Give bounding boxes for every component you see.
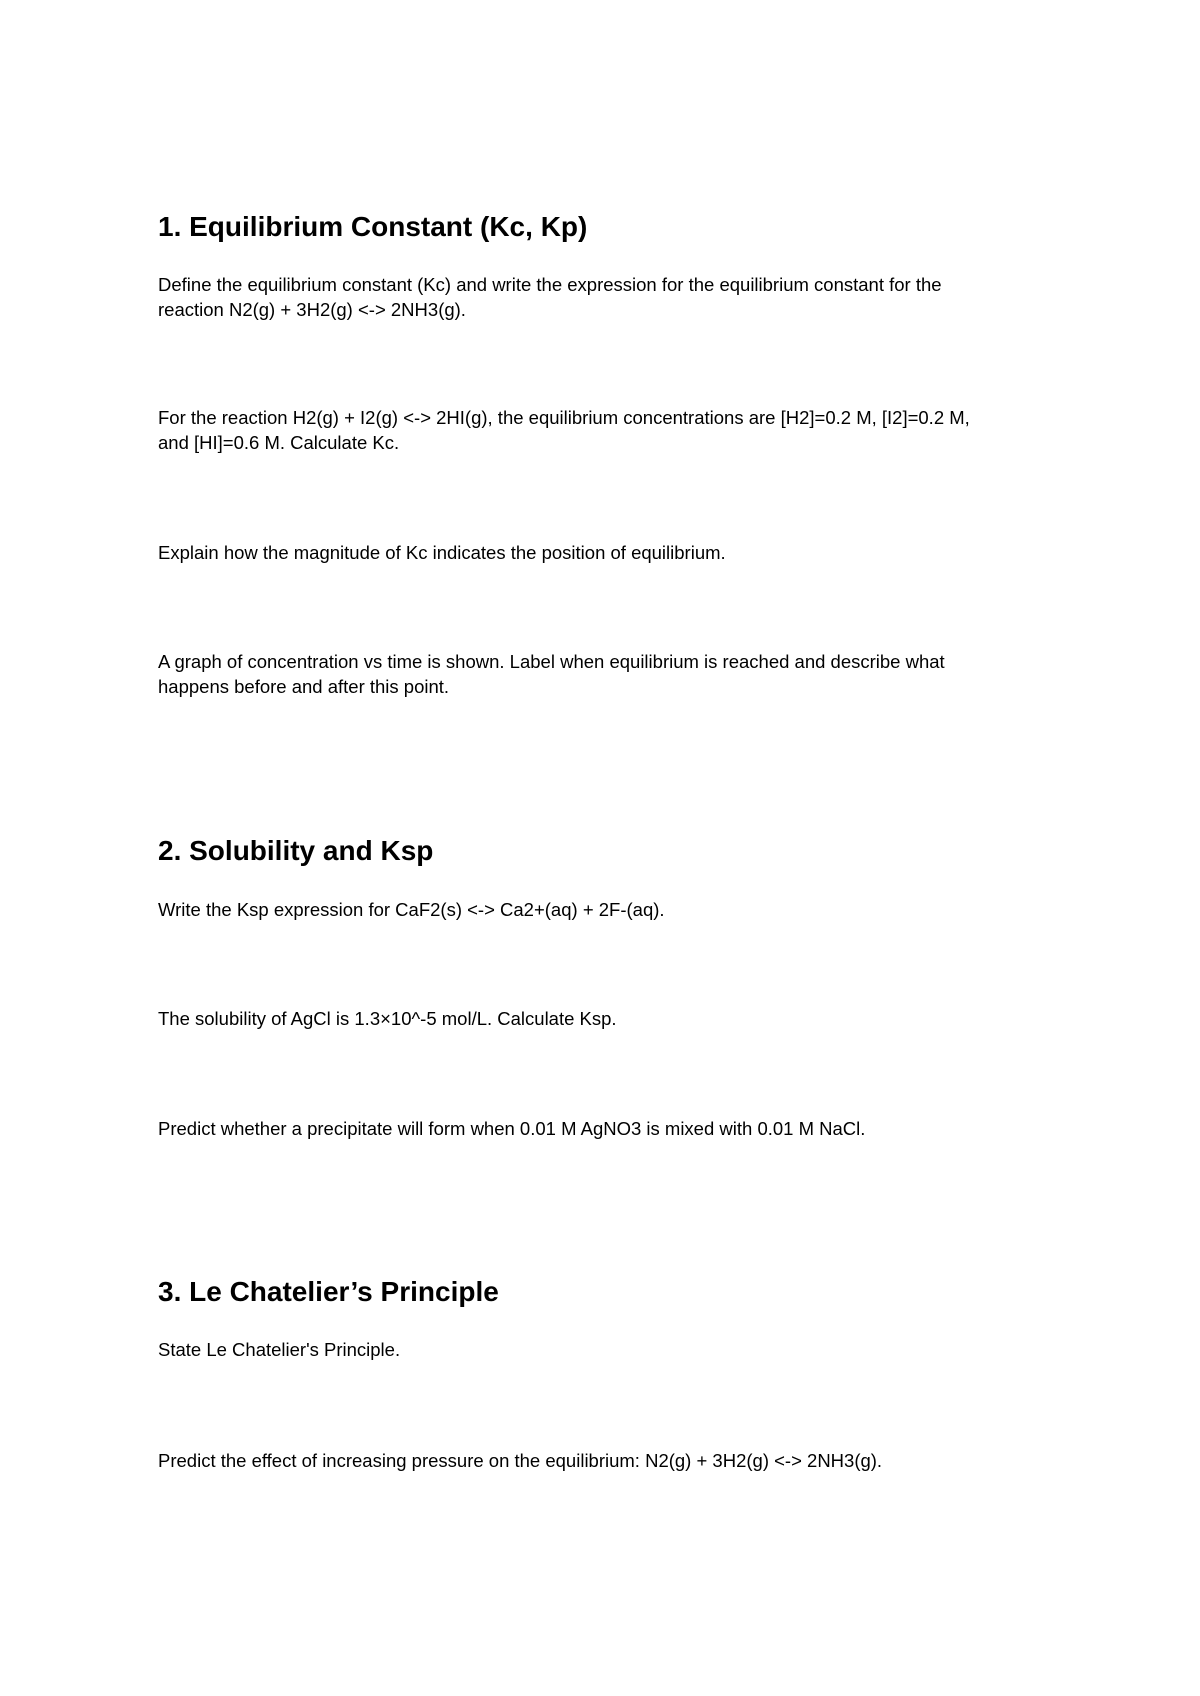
question-pressure-effect [158, 1448, 1058, 1473]
question-line: and [HI]=0.6 M. Calculate Kc. [158, 432, 400, 453]
question-line: Write the Ksp expression for CaF2(s) <-> Ca2+(aq) + 2F-(aq). [158, 899, 665, 920]
question-line: For the reaction H2(g) + I2(g) <-> 2HI(g), the equilibrium concentrations are [H2]=0.2 M, [I2]=0.2 M, [158, 407, 970, 428]
section-heading-solubility-ksp: 2. Solubility and Ksp [158, 835, 434, 866]
question-kc-magnitude [158, 540, 1058, 565]
question-ksp-expression [158, 897, 1058, 922]
question-state-le-chatelier [158, 1337, 1058, 1362]
question-line: A graph of concentration vs time is shown. Label when equilibrium is reached and describe what [158, 651, 945, 672]
section-heading-le-chatelier: 3. Le Chatelier’s Principle [158, 1276, 499, 1307]
question-precipitate [158, 1116, 1058, 1141]
section-heading-equilibrium-constant: 1. Equilibrium Constant (Kc, Kp) [158, 211, 588, 242]
question-line: Predict whether a precipitate will form when 0.01 M AgNO3 is mixed with 0.01 M NaCl. [158, 1118, 866, 1139]
question-line: happens before and after this point. [158, 676, 450, 697]
question-concentration-graph [158, 649, 1058, 699]
question-line: Define the equilibrium constant (Kc) and write the expression for the equilibrium constant for the [158, 274, 942, 295]
question-define-kc [158, 272, 1058, 322]
question-line: Explain how the magnitude of Kc indicates the position of equilibrium. [158, 542, 726, 563]
question-calculate-kc [158, 405, 1058, 455]
question-agcl-ksp [158, 1006, 1058, 1031]
question-line: State Le Chatelier's Principle. [158, 1339, 401, 1360]
question-line: The solubility of AgCl is 1.3×10^-5 mol/L. Calculate Ksp. [158, 1008, 617, 1029]
question-line: Predict the effect of increasing pressure on the equilibrium: N2(g) + 3H2(g) <-> 2NH3(g). [158, 1450, 883, 1471]
question-line: reaction N2(g) + 3H2(g) <-> 2NH3(g). [158, 299, 466, 320]
